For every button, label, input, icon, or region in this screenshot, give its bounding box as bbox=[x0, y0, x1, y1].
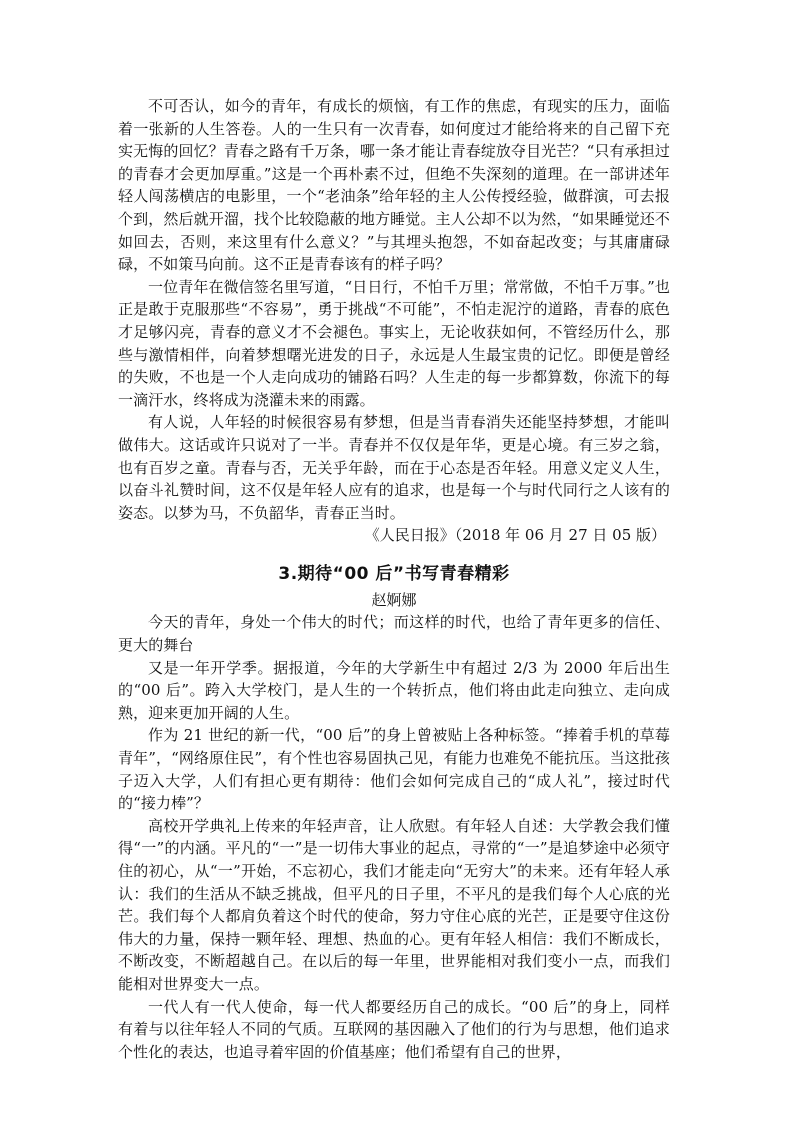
article-source: 《人民日报》（2018 年 06 月 27 日 05 版） bbox=[364, 526, 666, 545]
paragraph: 不可否认，如今的青年，有成长的烦恼，有工作的焦虑，有现实的压力，面临着一张新的人生答卷。人的一生只有一次青春，如何度过才能给将来的自己留下充实无悔的回忆？青春之路有千万条，哪一条才能让青春绽放夺目光芒？“只有承担过的青春才会更加厚重。”这是一个再朴素不过，但绝不失深刻的道理。在一部讲述年轻人闯荡横店的电影里，一个“老油条”给年轻的主人公传授经验，做群演，可去报个到，然后就开溜，找个比较隐蔽的地方睡觉。主人公却不以为然，“如果睡觉还不如回去，否则，来这里有什么意义？”与其埋头抱怨，不如奋起改变；与其庸庸碌碌，不如策马向前。这不正是青春该有的样子吗？ bbox=[118, 97, 670, 274]
paragraph: 一代人有一代人使命，每一代人都要经历自己的成长。“00 后”的身上，同样有着与以往年轻人不同的气质。互联网的基因融入了他们的行为与思想，他们追求个性化的表达，也追寻着牢固的价值基座；他们希望有自己的世界， bbox=[118, 997, 670, 1061]
paragraph: 又是一年开学季。据报道，今年的大学新生中有超过 2/3 为 2000 年后出生的“00 后”。跨入大学校门，是人生的一个转折点，他们将由此走向独立、走向成熟，迎来更加开阔的人生。 bbox=[118, 658, 670, 722]
document-page bbox=[118, 95, 670, 1063]
paragraph: 作为 21 世纪的新一代，“00 后”的身上曾被贴上各种标签。“捧着手机的草莓青年”，“网络原住民”，有个性也容易固执己见，有能力也难免不能抗压。当这批孩子迈入大学，人们有担心更有期待：他们会如何完成自己的“成人礼”，接过时代的“接力棒”？ bbox=[118, 726, 670, 813]
article-author: 赵婀娜 bbox=[371, 590, 417, 609]
article-title: 3.期待“00 后”书写青春精彩 bbox=[278, 563, 510, 584]
paragraph: 今天的青年，身处一个伟大的时代；而这样的时代，也给了青年更多的信任、更大的舞台 bbox=[118, 613, 670, 655]
paragraph: 一位青年在微信签名里写道，“日日行，不怕千万里；常常做，不怕千万事。”也正是敢于克服那些“不容易”，勇于挑战“不可能”，不怕走泥泞的道路，青春的底色才足够闪亮，青春的意义才不会褪色。事实上，无论收获如何，不管经历什么，那些与激情相伴，向着梦想曙光进发的日子，永远是人生最宝贵的记忆。即便是曾经的失败，不也是一个人走向成功的铺路石吗？人生走的每一步都算数，你流下的每一滴汗水，终将成为浇灌未来的雨露。 bbox=[118, 277, 670, 409]
paragraph: 有人说，人年轻的时候很容易有梦想，但是当青春消失还能坚持梦想，才能叫做伟大。这话或许只说对了一半。青春并不仅仅是年华，更是心境。有三岁之翁，也有百岁之童。青春与否，无关乎年龄，而在于心态是否年轻。用意义定义人生，以奋斗礼赞时间，这不仅是年轻人应有的追求，也是每一个与时代同行之人该有的姿态。以梦为马，不负韶华，青春正当时。 bbox=[118, 413, 670, 522]
paragraph: 高校开学典礼上传来的年轻声音，让人欣慰。有年轻人自述：大学教会我们懂得“一”的内涵。平凡的“一”是一切伟大事业的起点，寻常的“一”是追梦途中必须守住的初心，从“一”开始，不忘初心，我们才能走向“无穷大”的未来。还有年轻人承认：我们的生活从不缺乏挑战，但平凡的日子里，不平凡的是我们每个人心底的光芒。我们每个人都肩负着这个时代的使命，努力守住心底的光芒，正是要守住这份伟大的力量，保持一颗年轻、理想、热血的心。更有年轻人相信：我们不断成长，不断改变，不断超越自己。在以后的每一年里，世界能相对我们变小一点，而我们能相对世界变大一点。 bbox=[118, 816, 670, 993]
